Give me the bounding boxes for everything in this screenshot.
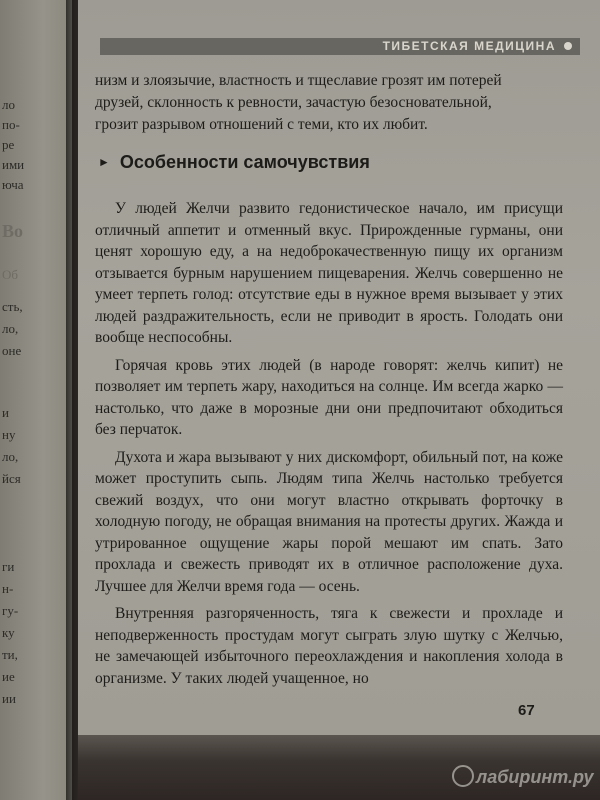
- page-number: 67: [518, 702, 535, 719]
- fragment: ло: [2, 97, 15, 112]
- triangle-bullet-icon: ►: [98, 155, 110, 169]
- fragment: ре: [2, 137, 15, 152]
- fragment: по-: [2, 117, 20, 132]
- section-body: [95, 198, 563, 695]
- fragment: н-: [2, 581, 14, 596]
- watermark: [452, 765, 594, 788]
- running-header-bar: [100, 38, 580, 55]
- paragraph: У людей Желчи развито гедонистическое начало, им присущи отличный аппетит и отменный вкус. Прирожденные гурманы, они ценят хорошую еду, а на недоброкачественную пищу их организм отзывается бурным нарушением пищеварения. Желчь совершенно не умеет терпеть голод: отсутствие еды в нужное время вызывает у этих людей раздражительность, если не приводит в ярость. Голодать они вообще неспособны.: [95, 200, 563, 346]
- fragment: и: [2, 405, 9, 420]
- fragment: ку: [2, 625, 15, 640]
- fragment: гу-: [2, 603, 19, 618]
- paragraph: Внутренняя разгоряченность, тяга к свежести и прохладе и неподверженность простудам могут сыграть злую шутку с Желчью, не замечающей избыточного переохлаждения и накопления холода в организме. У таких людей учащенное, но: [95, 605, 563, 687]
- fragment: Во: [2, 221, 24, 241]
- facing-page-edge: [0, 0, 72, 800]
- text-line: низм и злоязычие, властность и тщеславие грозят им потерей: [95, 72, 502, 89]
- section-heading-text: Особенности самочувствия: [119, 152, 370, 172]
- fragment: ло,: [2, 321, 19, 336]
- fragment: ги: [2, 559, 15, 574]
- fragment: ну: [2, 427, 16, 442]
- continuation-text: [95, 70, 563, 136]
- section-heading: [98, 152, 370, 173]
- text-line: друзей, склонность к ревности, зачастую безосновательной,: [95, 94, 492, 111]
- paragraph: Горячая кровь этих людей (в народе говорят: желчь кипит) не позволяет им терпеть жару, находиться на солнце. Им всегда жарко — настолько, что даже в морозные дни они предпочитают обходиться без перчаток.: [95, 356, 563, 438]
- fragment: юча: [2, 177, 24, 192]
- fragment: ие: [2, 669, 15, 684]
- fragment: оне: [2, 343, 22, 358]
- fragment: Об: [2, 267, 19, 282]
- labirint-logo-icon: [452, 765, 474, 787]
- text-line: грозит разрывом отношений с теми, кто их любит.: [95, 116, 428, 133]
- fragment: ло,: [2, 449, 19, 464]
- running-header-title: ТИБЕТСКАЯ МЕДИЦИНА: [382, 39, 556, 53]
- fragment: ии: [2, 691, 16, 706]
- header-dot-icon: [564, 42, 572, 50]
- fragment: ими: [2, 157, 25, 172]
- watermark-text: лабиринт.ру: [476, 767, 594, 787]
- paragraph: Духота и жара вызывают у них дискомфорт, обильный пот, на коже может проступить сыпь. Людям типа Желчь настолько требуется свежий воздух, что они могут властно открывать форточку в холодную погоду, не обращая внимания на протесты других. Жажда и утрированное ощущение жары порой мешают им спать. Зато прохлада и свежесть приводят их в отличное расположение духа. Лучшее для Желчи время года — осень.: [95, 448, 563, 595]
- fragment: йся: [2, 471, 21, 486]
- fragment: ти,: [2, 647, 18, 662]
- fragment: сть,: [2, 299, 23, 314]
